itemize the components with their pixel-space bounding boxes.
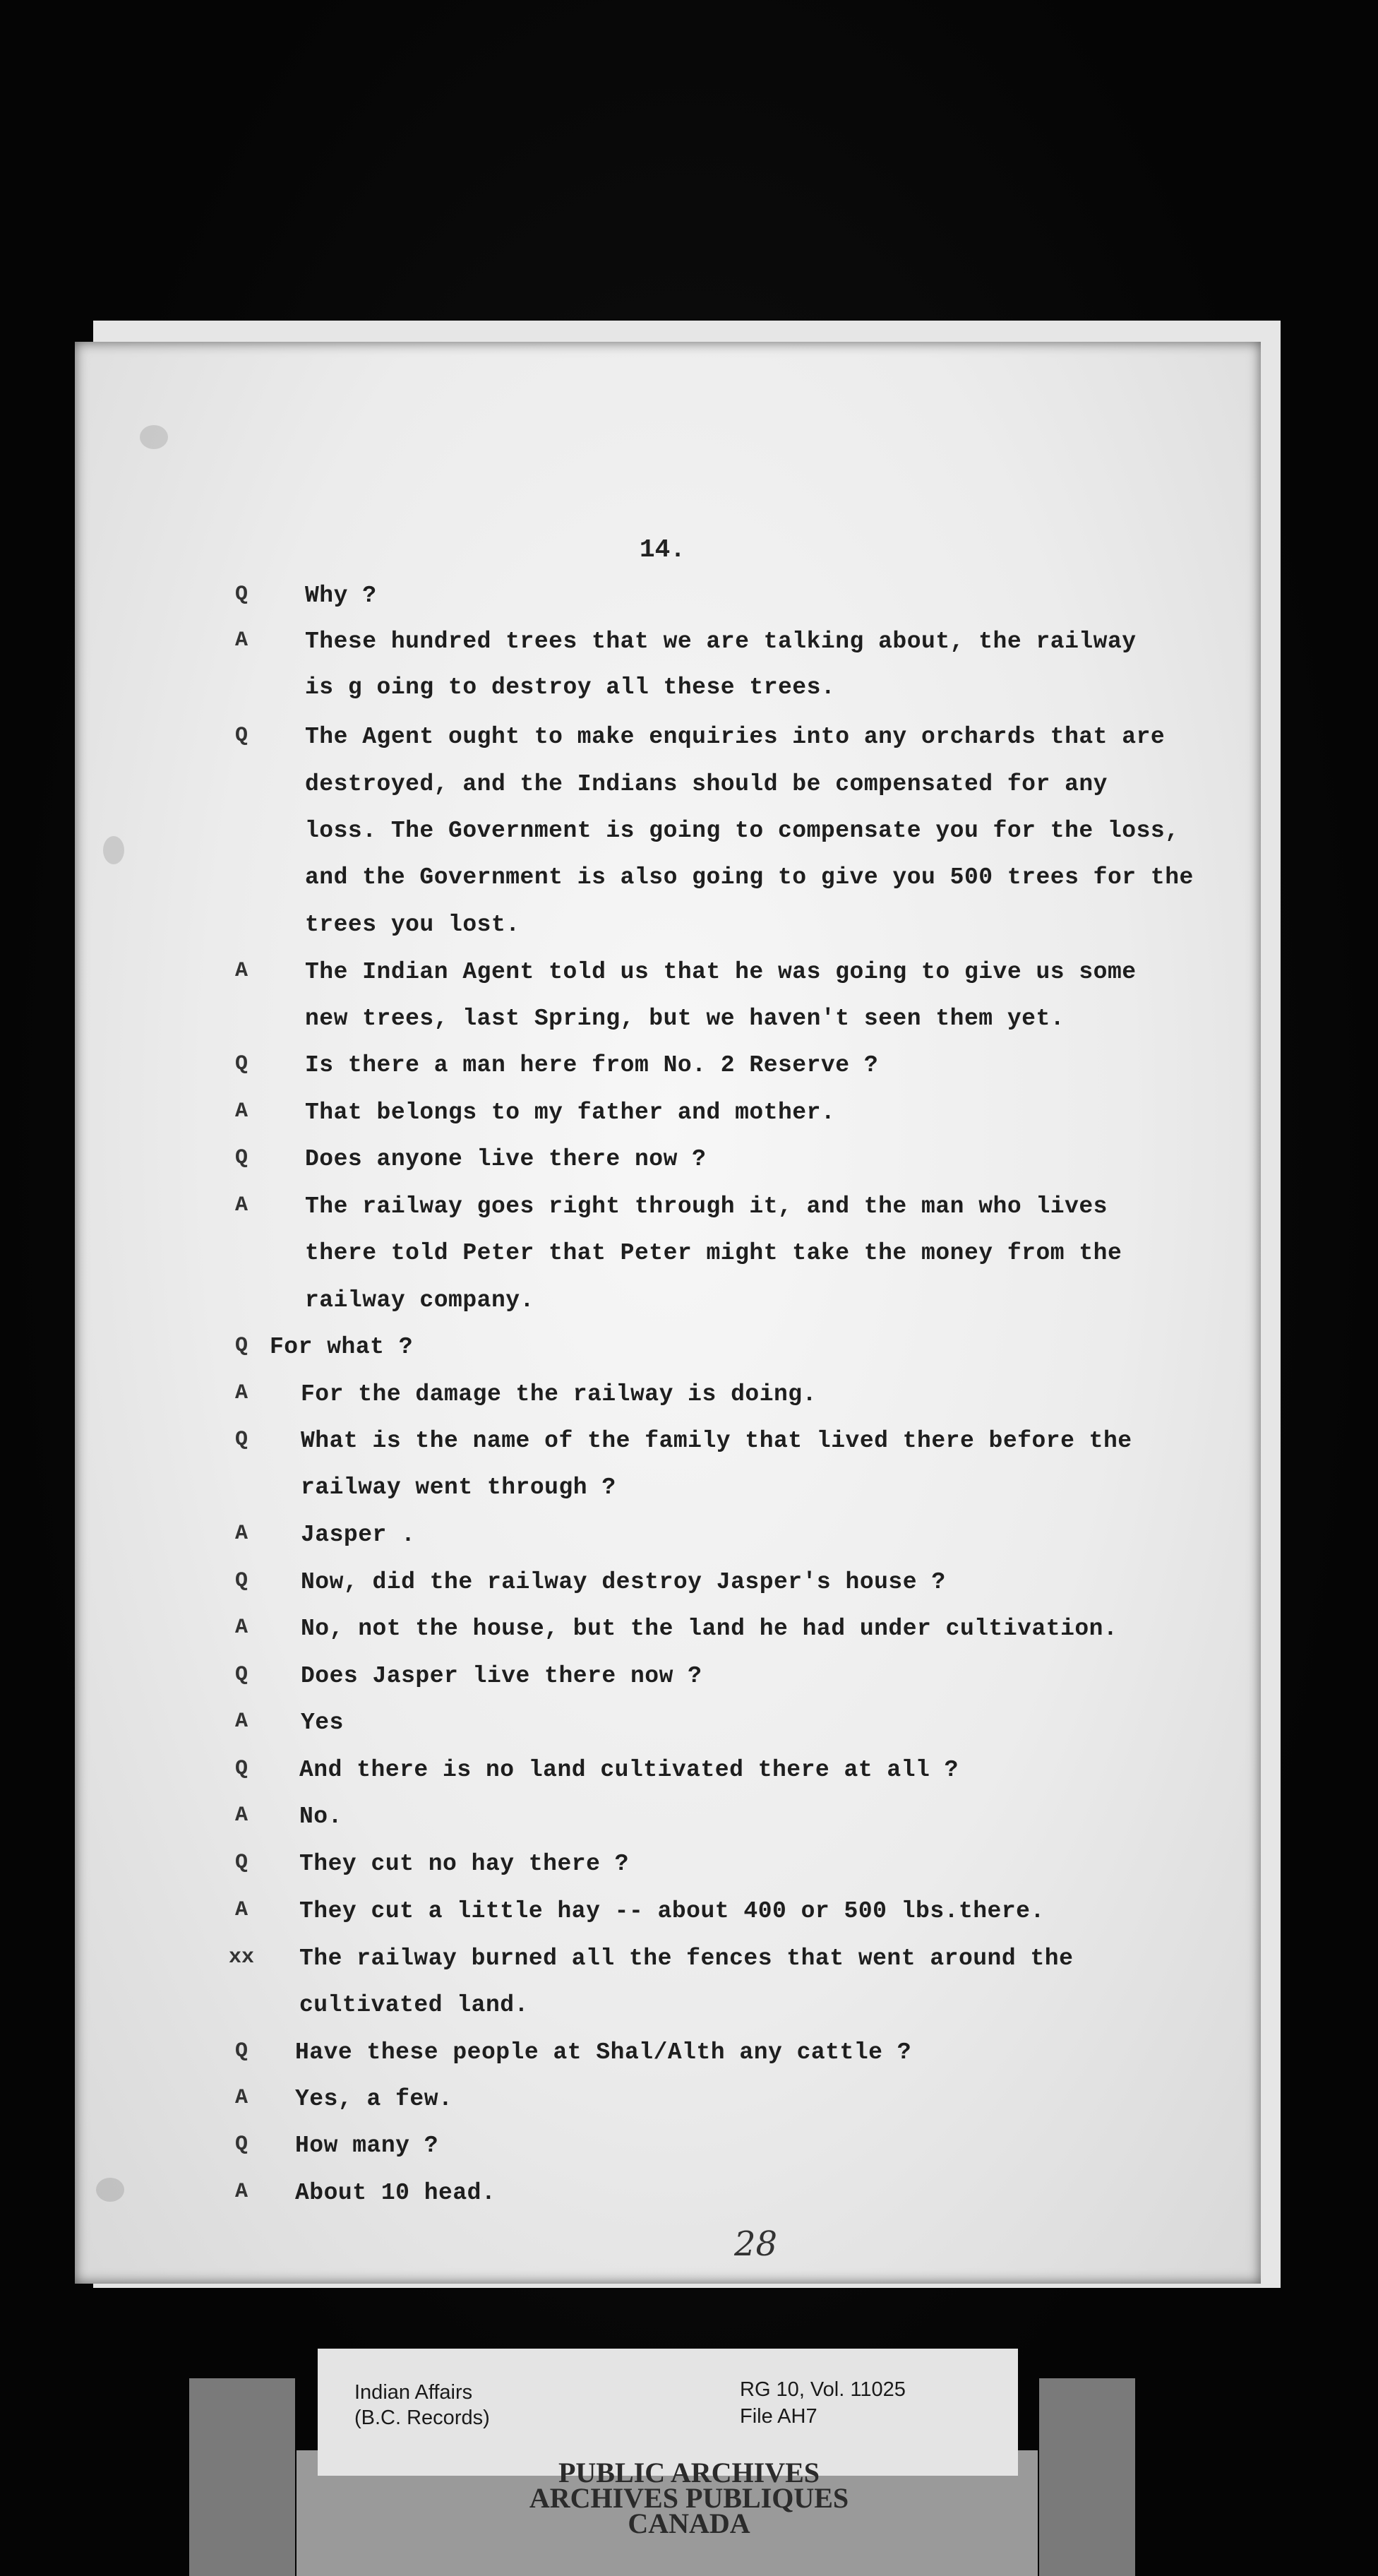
line-text: Why ?: [305, 583, 377, 609]
speaker-marker: A: [234, 1710, 248, 1734]
speaker-marker: A: [234, 1522, 248, 1546]
speaker-marker: Q: [234, 1757, 248, 1781]
speaker-marker: Q: [234, 1663, 248, 1687]
line-text: That belongs to my father and mother.: [305, 1099, 836, 1126]
line-text: Yes, a few.: [295, 2086, 453, 2112]
line-text: Jasper .: [301, 1522, 416, 1548]
line-text: Is there a man here from No. 2 Reserve ?: [305, 1052, 879, 1078]
speaker-marker: Q: [234, 1851, 248, 1875]
speaker-marker: xx: [228, 1945, 254, 1969]
archive-file-number: File AH7: [740, 2405, 817, 2428]
line-text: Have these people at Shal/Alth any cattle ?: [295, 2039, 912, 2065]
speaker-marker: Q: [234, 1146, 248, 1170]
archive-record-group: RG 10, Vol. 11025: [740, 2378, 906, 2401]
line-text: What is the name of the family that lived there before the: [301, 1428, 1132, 1454]
line-text: The Indian Agent told us that he was going to give us some: [305, 959, 1137, 985]
handwritten-folio-number: 28: [734, 2224, 778, 2264]
line-text: The railway burned all the fences that went around the: [299, 1945, 1074, 1972]
speaker-marker: A: [234, 2180, 248, 2204]
line-text: and the Government is also going to give you 500 trees for the: [305, 864, 1194, 890]
line-text: Yes: [301, 1710, 344, 1736]
line-text: railway went through ?: [301, 1474, 616, 1501]
line-text: cultivated land.: [299, 1992, 529, 2018]
page-number: 14.: [640, 535, 685, 564]
line-text: The railway goes right through it, and the man who lives: [305, 1193, 1108, 1220]
line-text: Now, did the railway destroy Jasper's house ?: [301, 1569, 946, 1595]
page-smudge: [103, 836, 124, 864]
speaker-marker: Q: [234, 1428, 248, 1452]
line-text: No, not the house, but the land he had under cultivation.: [301, 1616, 1118, 1642]
line-text: And there is no land cultivated there at all ?: [299, 1757, 959, 1783]
line-text: How many ?: [295, 2133, 439, 2159]
archive-stamp-line: PUBLIC ARCHIVES: [558, 2457, 820, 2488]
archive-stamp-line: CANADA: [628, 2508, 750, 2539]
speaker-marker: Q: [234, 2133, 248, 2157]
page-smudge: [140, 425, 168, 449]
line-text: For the damage the railway is doing.: [301, 1381, 817, 1407]
speaker-marker: Q: [234, 2039, 248, 2063]
archive-stamp-line: ARCHIVES PUBLIQUES: [529, 2482, 849, 2514]
speaker-marker: A: [234, 1381, 248, 1405]
speaker-marker: A: [234, 1616, 248, 1640]
speaker-marker: A: [234, 959, 248, 983]
line-text: Does Jasper live there now ?: [301, 1663, 702, 1689]
speaker-marker: A: [234, 1803, 248, 1827]
line-text: They cut no hay there ?: [299, 1851, 629, 1877]
speaker-marker: Q: [234, 1052, 248, 1076]
speaker-marker: A: [234, 1099, 248, 1123]
line-text: Does anyone live there now ?: [305, 1146, 707, 1172]
archive-department: Indian Affairs: [354, 2381, 473, 2404]
archive-department-sub: (B.C. Records): [354, 2407, 490, 2429]
line-text: new trees, last Spring, but we haven't seen them yet.: [305, 1006, 1065, 1032]
line-text: For what ?: [270, 1334, 414, 1360]
line-text: About 10 head.: [295, 2180, 496, 2206]
speaker-marker: A: [234, 1898, 248, 1922]
speaker-marker: Q: [234, 1334, 248, 1358]
line-text: railway company.: [305, 1287, 534, 1313]
speaker-marker: A: [234, 1193, 248, 1217]
line-text: destroyed, and the Indians should be compensated for any: [305, 771, 1108, 797]
line-text: No.: [299, 1803, 342, 1830]
line-text: These hundred trees that we are talking about, the railway: [305, 628, 1137, 655]
line-text: loss. The Government is going to compensate you for the loss,: [305, 818, 1180, 844]
speaker-marker: Q: [234, 1569, 248, 1593]
speaker-marker: A: [234, 2086, 248, 2110]
speaker-marker: A: [234, 628, 248, 652]
line-text: They cut a little hay -- about 400 or 500 lbs.there.: [299, 1898, 1045, 1924]
line-text: trees you lost.: [305, 912, 520, 938]
speaker-marker: Q: [234, 583, 248, 607]
line-text: is g oing to destroy all these trees.: [305, 674, 836, 700]
line-text: The Agent ought to make enquiries into any orchards that are: [305, 724, 1166, 750]
speaker-marker: Q: [234, 724, 248, 748]
page-smudge: [96, 2178, 124, 2202]
line-text: there told Peter that Peter might take the money from the: [305, 1240, 1122, 1266]
